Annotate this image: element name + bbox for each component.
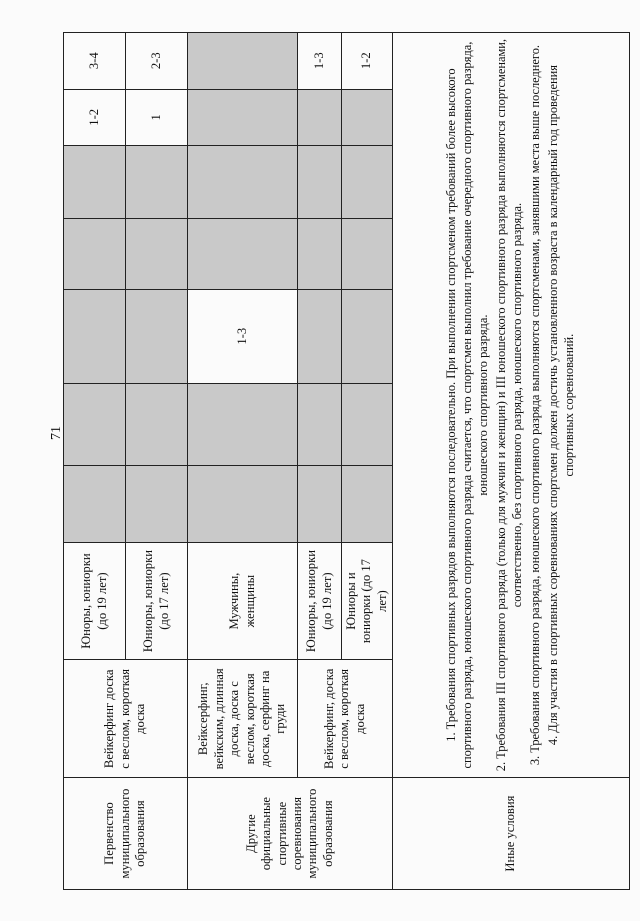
discipline-cell: Вейксерфинг, вейкским, длинная доска, доска с веслом, короткая доска, серфинг на груди [188, 660, 298, 778]
shaded-cell [342, 289, 393, 383]
condition-item: 2. Требования III спортивного разряда (только для мужчин и женщин) и III юношеского спортивного разряда выполняются спортсменами, соответственно, без спортивного разряда, юношеского спортивного разряда. [493, 38, 525, 772]
place-cell: 3-4 [64, 33, 126, 90]
shaded-cell [188, 89, 298, 146]
shaded-cell [64, 289, 126, 383]
shaded-cell [188, 466, 298, 543]
age-cell: Юниоры, юниорки (до 17 лет) [126, 542, 188, 660]
place-cell: 1-3 [298, 33, 342, 90]
page-number: 71 [49, 426, 64, 440]
shaded-cell [126, 219, 188, 290]
condition-item: 3. Требования спортивного разряда, юношеского спортивного разряда выполняются спортсменами, занявшими места выше последнего. [528, 45, 543, 766]
shaded-cell [298, 466, 342, 543]
group-cell: Первенство муниципального образования [64, 778, 188, 890]
shaded-cell [298, 383, 342, 465]
shaded-cell [64, 219, 126, 290]
shaded-cell [126, 383, 188, 465]
place-cell: 1-2 [64, 89, 126, 146]
shaded-cell [342, 89, 393, 146]
shaded-cell [126, 146, 188, 219]
shaded-cell [298, 146, 342, 219]
conditions-cell [393, 33, 630, 778]
table-row [188, 33, 298, 890]
shaded-cell [126, 466, 188, 543]
age-cell: Юноры, юниорки (до 19 лет) [64, 542, 126, 660]
shaded-cell [64, 383, 126, 465]
age-cell: Мужчины, женщины [188, 542, 298, 660]
shaded-cell [298, 89, 342, 146]
shaded-cell [188, 33, 298, 90]
shaded-cell [64, 466, 126, 543]
place-cell: 1 [126, 89, 188, 146]
shaded-cell [188, 219, 298, 290]
shaded-cell [188, 383, 298, 465]
conditions-label: Иные условия [393, 778, 630, 890]
shaded-cell [188, 146, 298, 219]
place-cell: 1-3 [188, 289, 298, 383]
shaded-cell [342, 146, 393, 219]
shaded-cell [298, 289, 342, 383]
table-row [298, 33, 342, 890]
place-cell: 1-2 [342, 33, 393, 90]
shaded-cell [64, 146, 126, 219]
shaded-cell [298, 219, 342, 290]
shaded-cell [342, 466, 393, 543]
shaded-cell [126, 289, 188, 383]
discipline-cell: Вейкерфинг доска с веслом, короткая доска [64, 660, 188, 778]
condition-item: 4. Для участия в спортивных соревнованиях спортсмен должен достичь установленного возраста в календарный год проведения спортивных соревнований. [546, 65, 577, 746]
condition-item: 1. Требования спортивных разрядов выполняются последовательно. При выполнении спортсменом требований более высокого спортивного разряда, юношеского спортивного разряда считается, что спортсмен выполнил требование очередного спортивного разряда, юношеского спортивного разряда. [443, 41, 490, 769]
sport-ranks-table [63, 32, 630, 890]
age-cell: Юниоры, юниорки (до 19 лет) [298, 542, 342, 660]
place-cell: 2-3 [126, 33, 188, 90]
group-cell: Другие официальные спортивные соревнования муниципального образования [188, 778, 393, 890]
table-row [64, 33, 126, 890]
shaded-cell [342, 383, 393, 465]
age-cell: Юниоры и юниорки (до 17 лет) [342, 542, 393, 660]
rotated-table-container [63, 32, 630, 890]
table-row [393, 33, 630, 890]
shaded-cell [342, 219, 393, 290]
discipline-cell: Вейкерфинг, доска с веслом, короткая доска [298, 660, 393, 778]
